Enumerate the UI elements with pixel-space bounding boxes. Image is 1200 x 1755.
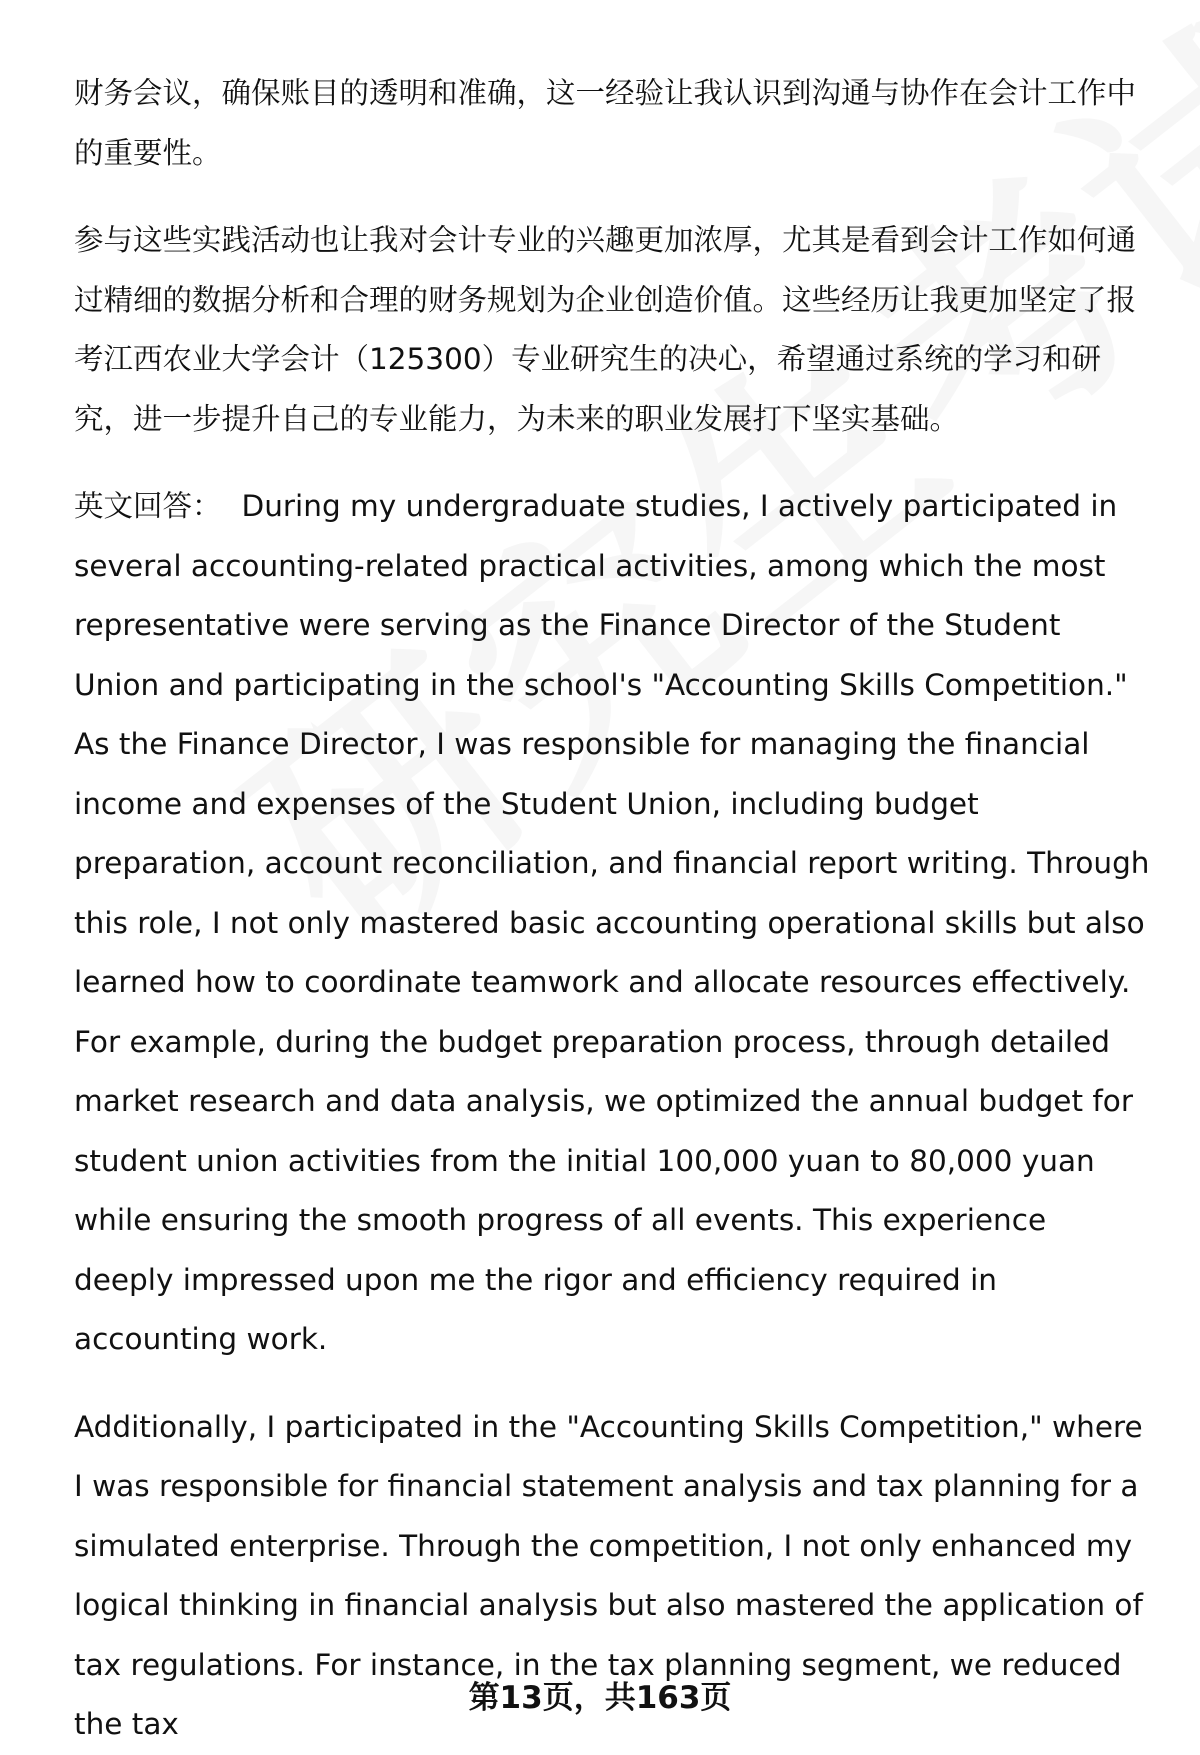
page-number: 第13页，共163页 bbox=[468, 1680, 732, 1716]
paragraph-chinese-1: 财务会议，确保账目的透明和准确，这一经验让我认识到沟通与协作在会计工作中的重要性。 bbox=[74, 76, 1137, 170]
paragraph-english-2: Additionally, I participated in the "Accounting Skills Competition," where I was responsible for financial statement analysis and tax planning for a simulated enterprise. Through the competition, I not only enhanced my logical thinking in financial analysis but also mastered the application of tax regulations. For instance, in the tax planning segment, we reduced the tax bbox=[74, 1409, 1143, 1741]
paragraph-chinese-2: 参与这些实践活动也让我对会计专业的兴趣更加浓厚，尤其是看到会计工作如何通过精细的数据分析和合理的财务规划为企业创造价值。这些经历让我更加坚定了报考江西农业大学会计（125300）专业研究生的决心，希望通过系统的学习和研究，进一步提升自己的专业能力，为未来的职业发展打下坚实基础。 bbox=[74, 223, 1137, 436]
english-paragraph-1-text: During my undergraduate studies, I actively participated in several accounting-related practical activities, among which the most representative were serving as the Finance Director of the Student Union and participating in the school's "Accounting Skills Competition." As the Finance Director, I was responsible for managing the financial income and expenses of the Student Union, including budget preparation, account reconciliation, and financial report writing. Through this role, I not only mastered basic accounting operational skills but also learned how to coordinate teamwork and allocate resources effectively. For example, during the budget preparation process, through detailed market research and data analysis, we optimized the annual budget for student union activities from the initial 100,000 yuan to 80,000 yuan while ensuring the smooth progress of all events. This experience deeply impressed upon me the rigor and efficiency required in accounting work. bbox=[74, 489, 1150, 1356]
paragraph-english-1 bbox=[74, 477, 1154, 1370]
english-answer-label: 英文回答： bbox=[74, 489, 222, 523]
document-body bbox=[74, 64, 1154, 1755]
